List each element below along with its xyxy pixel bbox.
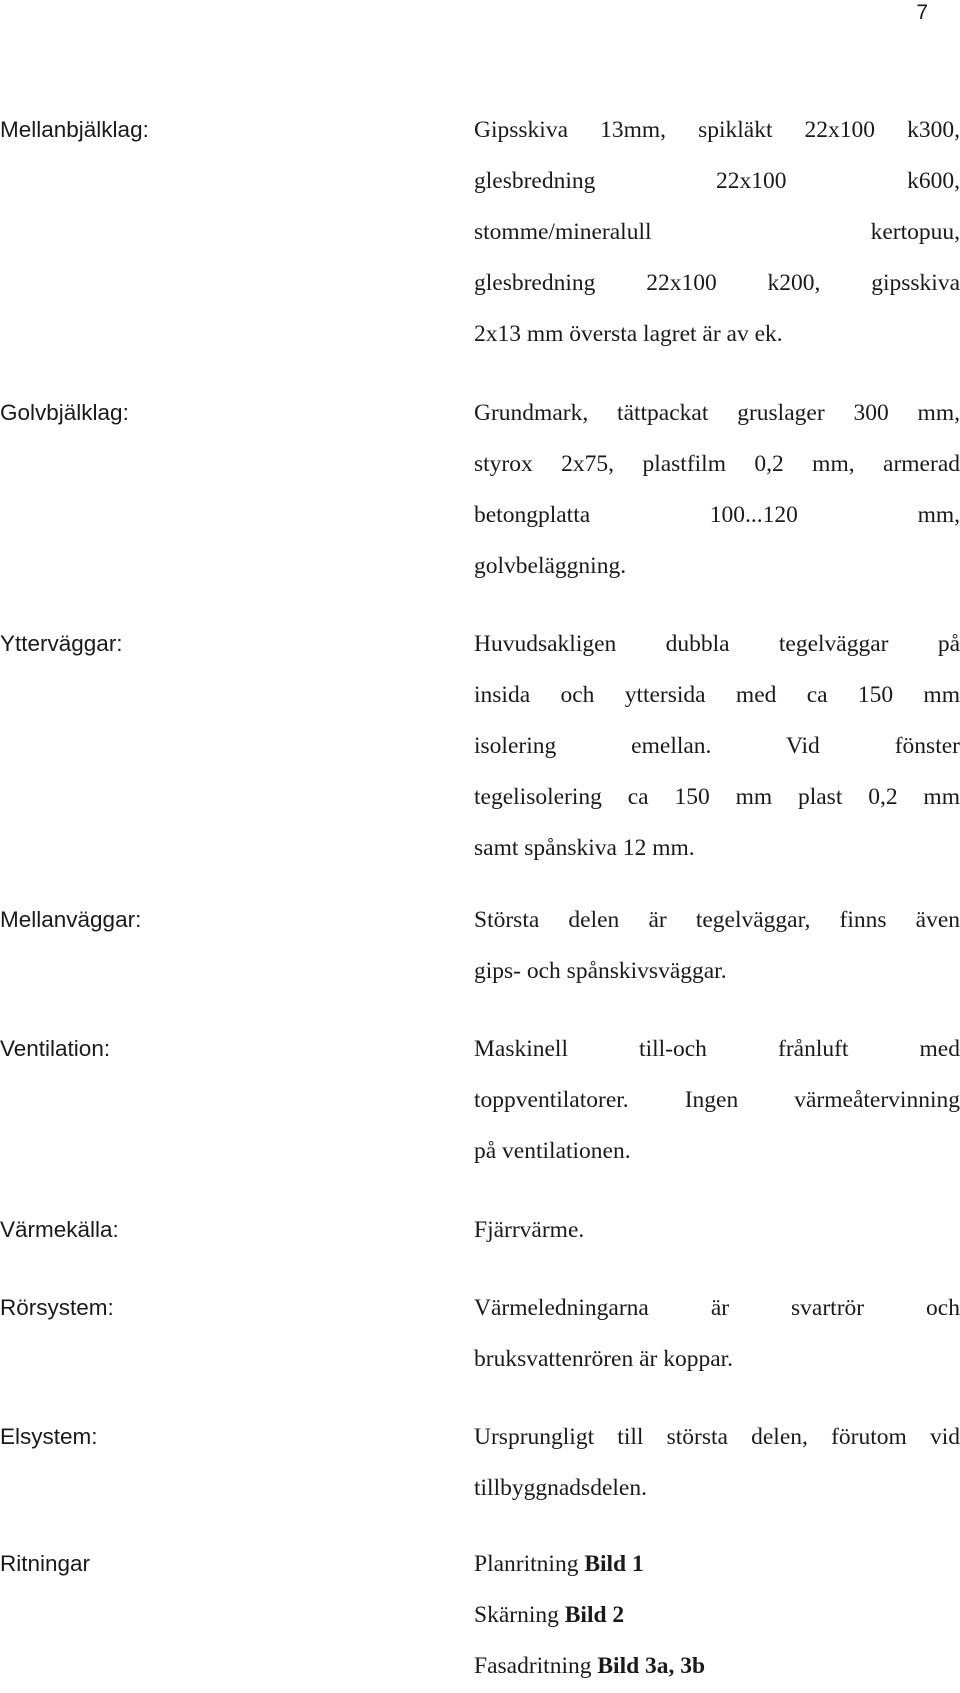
section-label: Mellanbjälklag: xyxy=(0,117,149,142)
text-line: tillbyggnadsdelen. xyxy=(474,1475,647,1501)
text-line: Grundmark, tättpackat gruslager 300 mm, xyxy=(474,400,960,426)
section-label: Rörsystem: xyxy=(0,1295,114,1320)
drawing-item xyxy=(474,1591,960,1642)
drawing-name: Planritning xyxy=(474,1551,579,1577)
section-text xyxy=(474,106,960,361)
section-label: Golvbjälklag: xyxy=(0,400,129,425)
drawing-ref: Bild 2 xyxy=(564,1602,625,1628)
section-text xyxy=(474,620,960,875)
text-line: bruksvattenrören är koppar. xyxy=(474,1346,734,1372)
drawing-ref: Bild 1 xyxy=(584,1551,644,1577)
drawing-item xyxy=(474,1642,960,1693)
text-line: stomme/mineralull kertopuu, xyxy=(474,219,960,245)
section-text xyxy=(474,1284,960,1386)
section-label: Mellanväggar: xyxy=(0,907,142,932)
section-text xyxy=(474,1206,960,1257)
drawing-item xyxy=(474,1540,960,1591)
text-line: Maskinell till-och frånluft med xyxy=(474,1036,960,1062)
text-line: Ursprungligt till största delen, förutom vid xyxy=(474,1424,960,1450)
text-line: glesbredning 22x100 k600, xyxy=(474,168,960,194)
section-label: Ventilation: xyxy=(0,1036,111,1061)
text-line: på ventilationen. xyxy=(474,1138,631,1164)
text-line: styrox 2x75, plastfilm 0,2 mm, armerad xyxy=(474,451,960,477)
text-line: Värmeledningarna är svartrör och xyxy=(474,1295,960,1321)
section-text xyxy=(474,1413,960,1515)
drawing-name: Skärning xyxy=(474,1602,559,1628)
section-text xyxy=(474,1025,960,1178)
text-line: insida och yttersida med ca 150 mm xyxy=(474,682,960,708)
text-line: golvbeläggning. xyxy=(474,553,627,579)
drawing-name: Fasadritning xyxy=(474,1653,592,1679)
text-line: Största delen är tegelväggar, finns även xyxy=(474,907,960,933)
page-number: 7 xyxy=(916,1,928,24)
section-text xyxy=(474,896,960,998)
text-line: gips- och spånskivsväggar. xyxy=(474,958,727,984)
text-line: Fjärrvärme. xyxy=(474,1217,585,1243)
section-label: Elsystem: xyxy=(0,1424,98,1449)
text-line: glesbredning 22x100 k200, gipsskiva xyxy=(474,270,960,296)
text-line: tegelisolering ca 150 mm plast 0,2 mm xyxy=(474,784,960,810)
section-label: Ytterväggar: xyxy=(0,631,123,656)
text-line: samt spånskiva 12 mm. xyxy=(474,835,695,861)
drawing-list xyxy=(474,1540,960,1693)
text-line: isolering emellan. Vid fönster xyxy=(474,733,960,759)
section-text xyxy=(474,389,960,593)
text-line: toppventilatorer. Ingen värmeåtervinning xyxy=(474,1087,960,1113)
text-line: Gipsskiva 13mm, spikläkt 22x100 k300, xyxy=(474,117,960,143)
text-line: 2x13 mm översta lagret är av ek. xyxy=(474,321,783,347)
section-label: Ritningar xyxy=(0,1551,91,1576)
text-line: Huvudsakligen dubbla tegelväggar på xyxy=(474,631,960,657)
drawing-ref: Bild 3a, 3b xyxy=(597,1653,706,1679)
text-line: betongplatta 100...120 mm, xyxy=(474,502,960,528)
section-label: Värmekälla: xyxy=(0,1217,119,1242)
